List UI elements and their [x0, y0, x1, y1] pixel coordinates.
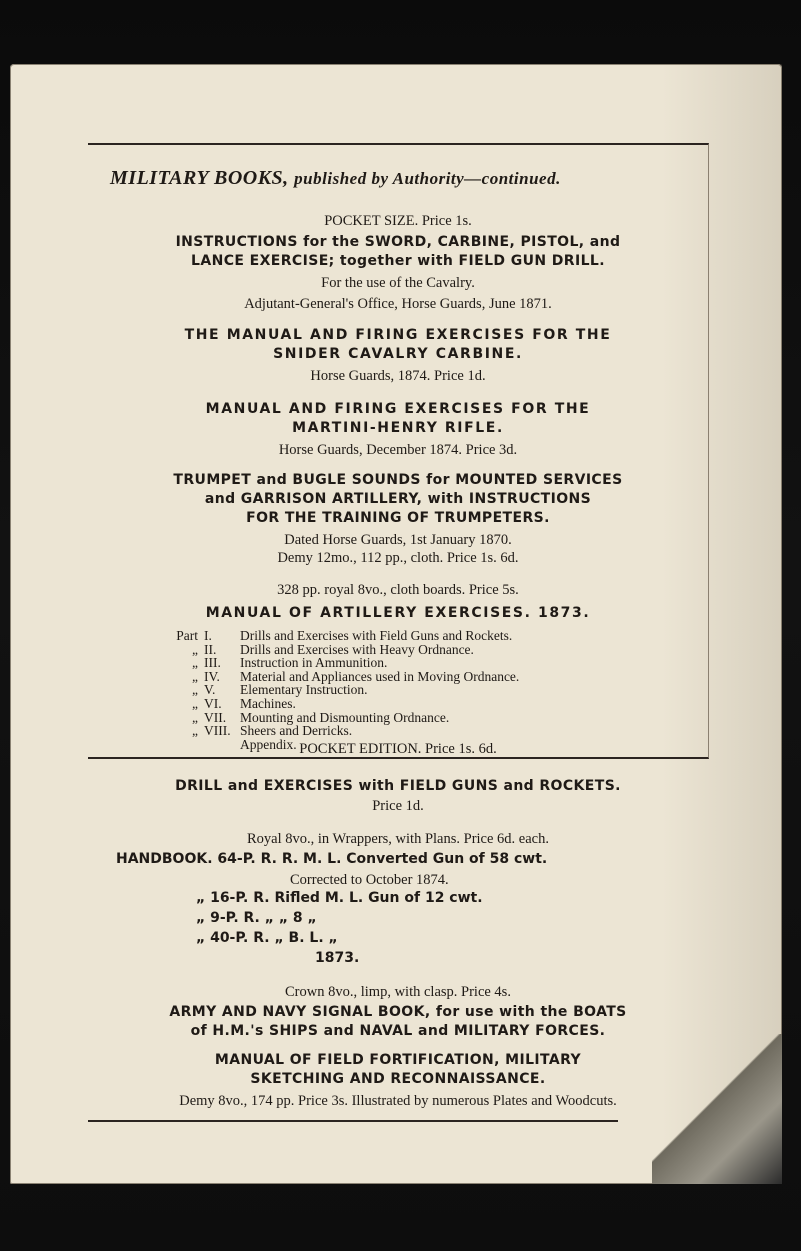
part-label: „ [192, 655, 198, 671]
part-number: VI. [204, 695, 222, 711]
handbook-row-3: „ 16-P. R. Rifled M. L. Gun of 12 cwt. [196, 890, 483, 906]
entry-8-title-line-2: of H.M.'s SHIPS and NAVAL and MILITARY FORCES. [190, 1023, 606, 1039]
entry-6-title: DRILL and EXERCISES with FIELD GUNS and ROCKETS. [175, 778, 621, 794]
entry-5-title: MANUAL OF ARTILLERY EXERCISES. 1873. [205, 605, 591, 621]
handbook-row-6: 1873. [315, 950, 360, 966]
entry-1-title-line-2: LANCE EXERCISE; together with FIELD GUN DRILL. [191, 253, 605, 269]
part-number: I. [204, 628, 212, 643]
entry-4-title-line-1: TRUMPET and BUGLE SOUNDS for MOUNTED SERVICES [173, 472, 623, 488]
part-row [158, 711, 519, 725]
entry-5-footer-note: POCKET EDITION. Price 1s. 6d. [299, 741, 497, 757]
part-text: Sheers and Derricks. [240, 723, 353, 739]
entry-3-title-line-2: MARTINI-HENRY RIFLE. [292, 420, 504, 436]
entry-3-detail-1: Horse Guards, December 1874. Price 3d. [278, 442, 518, 458]
part-list [158, 629, 519, 751]
entry-2-detail-1: Horse Guards, 1874. Price 1d. [310, 368, 486, 384]
part-label: „ [192, 682, 198, 698]
part-text: Appendix. [240, 736, 297, 752]
part-number: V. [204, 682, 216, 698]
part-number: IV. [204, 668, 220, 684]
part-label: „ [192, 709, 198, 725]
handbook-row-5: „ 40-P. R. „ B. L. „ [196, 930, 338, 946]
handbook-row-2: Corrected to October 1874. [290, 872, 449, 888]
part-row [158, 697, 519, 711]
part-text: Drills and Exercises with Field Guns and Rockets. [240, 628, 513, 643]
bottom-rule [88, 1120, 618, 1122]
part-label: „ [192, 695, 198, 711]
part-row [158, 670, 519, 684]
part-number: VII. [204, 709, 227, 725]
entry-1-detail-1: For the use of the Cavalry. [321, 275, 475, 291]
entry-4-detail-2: Demy 12mo., 112 pp., cloth. Price 1s. 6d. [277, 550, 519, 566]
part-label: „ [192, 723, 198, 739]
entry-9-title-line-1: MANUAL OF FIELD FORTIFICATION, MILITARY [214, 1052, 582, 1068]
part-number: III. [204, 655, 221, 671]
running-head-subtitle: published by Authority—continued. [294, 169, 561, 188]
part-label: „ [192, 668, 198, 684]
entry-7-size-note: Royal 8vo., in Wrappers, with Plans. Price 6d. each. [247, 831, 549, 847]
running-head-title: MILITARY BOOKS, [110, 167, 289, 189]
part-row [158, 724, 519, 738]
part-row [158, 656, 519, 670]
part-text: Machines. [240, 695, 296, 711]
entry-4-title-line-3: FOR THE TRAINING OF TRUMPETERS. [246, 510, 550, 526]
part-text: Drills and Exercises with Heavy Ordnance. [240, 641, 474, 657]
entry-1-detail-2: Adjutant-General's Office, Horse Guards, June 1871. [244, 296, 552, 312]
entry-2-title-line-1: THE MANUAL AND FIRING EXERCISES FOR THE [184, 327, 612, 343]
entry-8-title-line-1: ARMY AND NAVY SIGNAL BOOK, for use with the BOATS [169, 1004, 627, 1020]
part-row [158, 643, 519, 657]
entry-6-detail-1: Price 1d. [372, 798, 424, 814]
part-text: Instruction in Ammunition. [240, 655, 388, 671]
part-number: VIII. [204, 723, 231, 739]
part-row [158, 629, 519, 643]
entry-4-title-line-2: and GARRISON ARTILLERY, with INSTRUCTIONS [204, 491, 592, 507]
entry-8-size-note: Crown 8vo., limp, with clasp. Price 4s. [285, 984, 511, 1000]
handbook-row-1: HANDBOOK. 64-P. R. R. M. L. Converted Gun of 58 cwt. [116, 851, 548, 867]
entry-9-title-line-2: SKETCHING AND RECONNAISSANCE. [250, 1071, 546, 1087]
entry-4-detail-1: Dated Horse Guards, 1st January 1870. [284, 532, 512, 548]
entry-2-title-line-2: SNIDER CAVALRY CARBINE. [273, 346, 523, 362]
part-text: Material and Appliances used in Moving Ordnance. [240, 668, 520, 684]
part-text: Elementary Instruction. [240, 682, 368, 698]
part-label: Part [176, 628, 198, 643]
running-head [110, 167, 561, 190]
part-label: „ [192, 641, 198, 657]
entry-5-size-note: 328 pp. royal 8vo., cloth boards. Price 5s. [277, 582, 519, 598]
part-row [158, 683, 519, 697]
entry-3-title-line-1: MANUAL AND FIRING EXERCISES FOR THE [205, 401, 591, 417]
part-text: Mounting and Dismounting Ordnance. [240, 709, 450, 725]
entry-1-size-note: POCKET SIZE. Price 1s. [324, 213, 472, 229]
entry-1-title-line-1: INSTRUCTIONS for the SWORD, CARBINE, PISTOL, and [175, 234, 621, 250]
entry-9-detail-1: Demy 8vo., 174 pp. Price 3s. Illustrated by numerous Plates and Woodcuts. [179, 1093, 617, 1109]
handbook-row-4: „ 9-P. R. „ „ 8 „ [196, 910, 317, 926]
part-number: II. [204, 641, 217, 657]
